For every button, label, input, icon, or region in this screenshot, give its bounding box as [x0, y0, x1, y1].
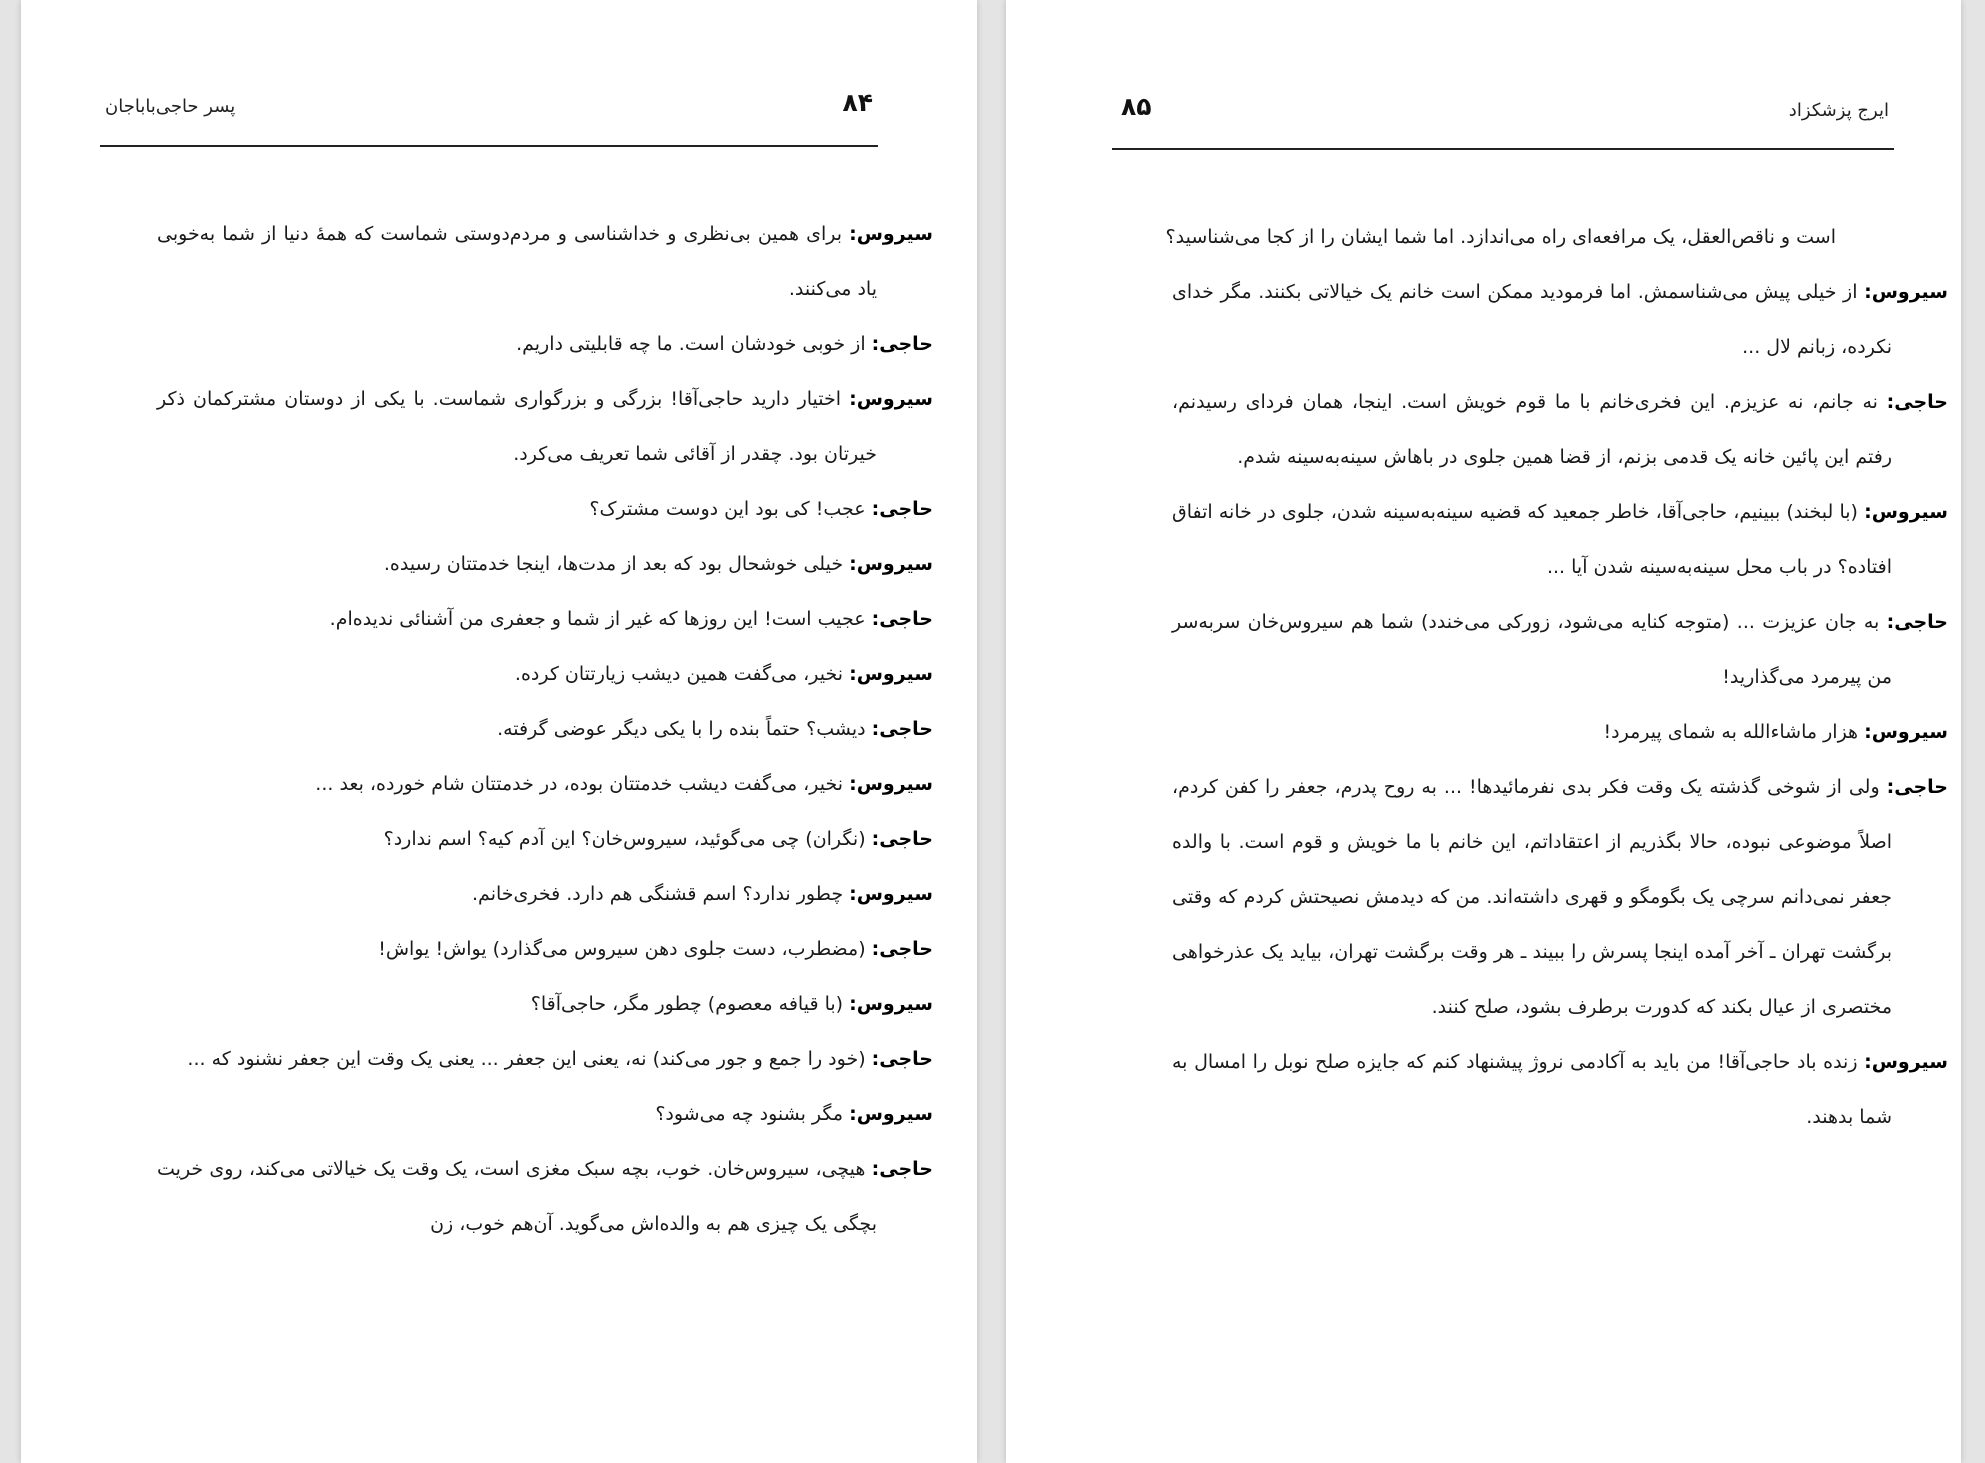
dialogue-paragraph [101, 922, 933, 977]
speaker-name: حاجی: [871, 1048, 933, 1070]
speaker-name: سیروس: [1864, 501, 1948, 523]
dialogue-paragraph [1116, 1035, 1948, 1145]
dialogue-text: (با قیافه معصوم) چطور مگر، حاجی‌آقا؟ [530, 993, 850, 1015]
dialogue-paragraph [101, 867, 933, 922]
speaker-name: سیروس: [849, 993, 933, 1015]
dialogue-paragraph [101, 812, 933, 867]
speaker-name: سیروس: [1864, 281, 1948, 303]
dialogue-paragraph [1116, 760, 1948, 1035]
dialogue-text: برای همین بی‌نظری و خداشناسی و مردم‌دوستی شماست که همهٔ دنیا از شما به‌خوبی یاد می‌کنند. [157, 223, 877, 300]
speaker-name: حاجی: [1886, 611, 1948, 633]
page-body [1116, 210, 1948, 1145]
running-title: ایرج پزشکزاد [1788, 100, 1889, 121]
speaker-name: حاجی: [871, 938, 933, 960]
dialogue-text: به جان عزیزت ... (متوجه کنایه می‌شود، زورکی می‌خندد) شما هم سیروس‌خان سربه‌سر من پیرمرد می‌گذارید! [1172, 611, 1892, 688]
dialogue-paragraph [101, 1032, 933, 1087]
dialogue-text: از خیلی پیش می‌شناسمش. اما فرمودید ممکن است خانم یک خیالاتی بکنند. مگر خدای نکرده، زبانم لال ... [1172, 281, 1892, 358]
speaker-name: سیروس: [849, 223, 933, 245]
speaker-name: حاجی: [1886, 391, 1948, 413]
page-body [101, 207, 933, 1252]
dialogue-text: هزار ماشاءالله به شمای پیرمرد! [1603, 721, 1865, 743]
dialogue-text: (خود را جمع و جور می‌کند) نه، یعنی این جعفر ... یعنی یک وقت این جعفر نشنود که ... [187, 1048, 872, 1070]
speaker-name: سیروس: [849, 883, 933, 905]
dialogue-text: زنده باد حاجی‌آقا! من باید به آکادمی نروژ پیشنهاد کنم که جایزه صلح نوبل را امسال به شما بدهند. [1172, 1051, 1892, 1128]
speaker-name: حاجی: [1886, 776, 1948, 798]
speaker-name: سیروس: [849, 773, 933, 795]
speaker-name: سیروس: [849, 1103, 933, 1125]
dialogue-text: (نگران) چی می‌گوئید، سیروس‌خان؟ این آدم کیه؟ اسم ندارد؟ [383, 828, 872, 850]
continued-paragraph: است و ناقص‌العقل، یک مرافعه‌ای راه می‌اندازد. اما شما ایشان را از کجا می‌شناسید؟ [1165, 226, 1836, 248]
dialogue-paragraph [101, 207, 933, 317]
dialogue-text: اختیار دارید حاجی‌آقا! بزرگی و بزرگواری شماست. با یکی از دوستان مشترکمان ذکر خیرتان بود. چقدر از آقائی شما تعریف می‌کرد. [157, 388, 877, 465]
header-rule [100, 145, 878, 147]
dialogue-paragraph [101, 702, 933, 757]
dialogue-paragraph [1116, 375, 1948, 485]
dialogue-paragraph [1116, 265, 1948, 375]
dialogue-paragraph [101, 317, 933, 372]
dialogue-paragraph [1116, 485, 1948, 595]
dialogue-paragraph [101, 1142, 933, 1252]
dialogue-paragraph [101, 482, 933, 537]
dialogue-paragraph [1116, 705, 1948, 760]
speaker-name: سیروس: [1864, 721, 1948, 743]
dialogue-paragraph [101, 592, 933, 647]
dialogue-text: مگر بشنود چه می‌شود؟ [655, 1103, 850, 1125]
running-title: پسر حاجی‌باباجان [105, 96, 236, 117]
page-header [101, 88, 877, 132]
dialogue-text: دیشب؟ حتماً بنده را با یکی دیگر عوضی گرفته. [497, 718, 872, 740]
speaker-name: حاجی: [871, 1158, 933, 1180]
speaker-name: حاجی: [871, 608, 933, 630]
dialogue-paragraph [101, 647, 933, 702]
dialogue-text: از خوبی خودشان است. ما چه قابلیتی داریم. [516, 333, 872, 355]
book-page-left [21, 0, 977, 1463]
page-number: ۸۵ [1121, 92, 1152, 121]
speaker-name: حاجی: [871, 333, 933, 355]
dialogue-paragraph [101, 537, 933, 592]
dialogue-text: خیلی خوشحال بود که بعد از مدت‌ها، اینجا خدمتتان رسیده. [383, 553, 850, 575]
speaker-name: سیروس: [849, 553, 933, 575]
dialogue-text: هیچی، سیروس‌خان. خوب، بچه سبک مغزی است، یک وقت یک خیالاتی می‌کند، روی خریت بچگی یک چیزی هم به والده‌اش می‌گوید. آن‌هم خوب، زن [157, 1158, 877, 1235]
speaker-name: حاجی: [871, 498, 933, 520]
dialogue-text: چطور ندارد؟ اسم قشنگی هم دارد. فخری‌خانم. [472, 883, 850, 905]
book-page-right [1006, 0, 1961, 1463]
dialogue-paragraph [101, 1087, 933, 1142]
speaker-name: سیروس: [849, 663, 933, 685]
dialogue-paragraph [101, 372, 933, 482]
dialogue-text: عجب! کی بود این دوست مشترک؟ [589, 498, 872, 520]
dialogue-text: (با لبخند) ببینیم، حاجی‌آقا، خاطر جمعید که قضیه سینه‌به‌سینه شدن، جلوی در خانه اتفاق افتاده؟ در باب محل سینه‌به‌سینه شدن آیا ... [1172, 501, 1892, 578]
header-rule [1112, 148, 1894, 150]
dialogue-text: ولی از شوخی گذشته یک وقت فکر بدی نفرمائیدها! ... به روح پدرم، جعفر را کفن کردم، اصلاً موضوعی نبوده، حالا بگذریم از اعتقاداتم، این خانم با ما خویش و قوم است. با والده جعفر نمی‌دانم سرچی یک بگومگو و قهری داشته‌اند. من که دیدمش نصیحتش کردم که وقتی برگشت تهران ـ آخر آمده اینجا پسرش را ببیند ـ هر وقت برگشت تهران، بیاید یک عذرخواهی مختصری از عیال بکند که کدورت برطرف بشود، صلح کنند. [1172, 776, 1892, 1018]
speaker-name: حاجی: [871, 718, 933, 740]
speaker-name: سیروس: [849, 388, 933, 410]
dialogue-text: نه جانم، نه عزیزم. این فخری‌خانم با ما قوم خویش است. اینجا، همان فردای رسیدنم، رفتم این پائین خانه یک قدمی بزنم، از قضا همین جلوی در باهاش سینه‌به‌سینه شدم. [1172, 391, 1892, 468]
dialogue-paragraph [1116, 595, 1948, 705]
dialogue-text: (مضطرب، دست جلوی دهن سیروس می‌گذارد) یواش! یواش! [378, 938, 872, 960]
dialogue-text: نخیر، می‌گفت دیشب خدمتتان بوده، در خدمتتان شام خورده، بعد ... [315, 773, 850, 795]
dialogue-text: عجیب است! این روزها که غیر از شما و جعفری من آشنائی ندیده‌ام. [329, 608, 872, 630]
page-number: ۸۴ [842, 88, 873, 117]
speaker-name: حاجی: [871, 828, 933, 850]
dialogue-paragraph [101, 977, 933, 1032]
page-header [1113, 88, 1893, 132]
speaker-name: سیروس: [1864, 1051, 1948, 1073]
dialogue-text: نخیر، می‌گفت همین دیشب زیارتتان کرده. [514, 663, 850, 685]
dialogue-paragraph [101, 757, 933, 812]
